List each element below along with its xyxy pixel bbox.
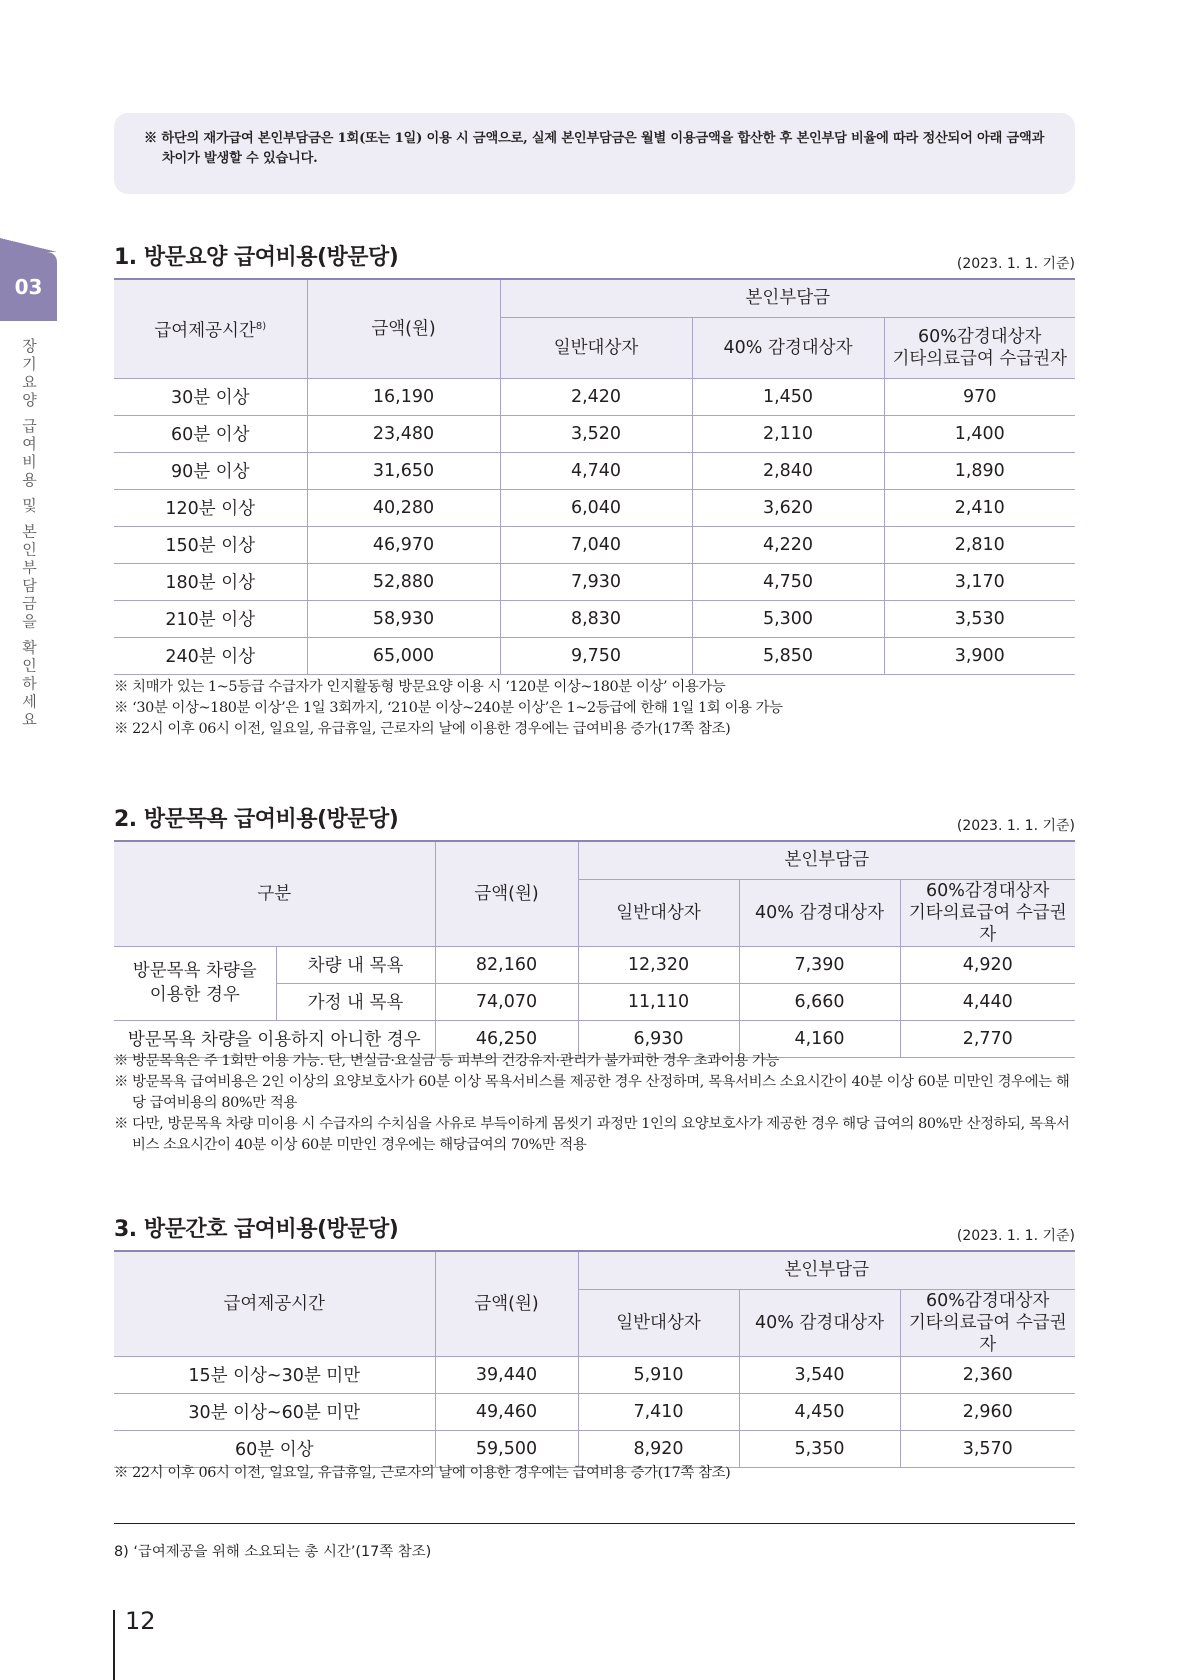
table-row [114,1356,1075,1393]
footnote-divider [114,1523,1075,1524]
table-cell: 90분 이상 [114,452,307,489]
table-cell: 1,890 [884,452,1075,489]
table-cell: 6,930 [578,1020,739,1057]
table-row [114,563,1075,600]
section1-basis: (2023. 1. 1. 기준) [956,256,1075,272]
table-cell: 3,620 [692,489,884,526]
table-cell: 4,740 [500,452,692,489]
table-cell: 11,110 [578,983,739,1020]
table-cell: 970 [884,378,1075,415]
table-cell: 40,280 [307,489,500,526]
page-number-bar [113,1610,115,1680]
table-cell: 4,220 [692,526,884,563]
header-reduced60: 60%감경대상자 기타의료급여 수급권자 [900,1289,1075,1356]
header-time: 급여제공시간 [114,1251,435,1356]
table-cell: 2,410 [884,489,1075,526]
table-cell: 7,040 [500,526,692,563]
table-cell: 52,880 [307,563,500,600]
header-time: 급여제공시간$^{8)}$ [114,279,307,378]
table-cell: 46,250 [435,1020,578,1057]
header-copay: 본인부담금 [500,279,1075,317]
table-cell: 3,520 [500,415,692,452]
section3-title: 3. 방문간호 급여비용(방문당) [114,1217,399,1242]
table-cell: 5,350 [739,1430,900,1467]
header-reduced40: 40% 감경대상자 [739,879,900,946]
table-cell: 30분 이상~60분 미만 [114,1393,435,1430]
table-cell: 2,420 [500,378,692,415]
table-cell: 46,970 [307,526,500,563]
header-general: 일반대상자 [500,317,692,378]
table-cell: 5,910 [578,1356,739,1393]
table-cell: 3,530 [884,600,1075,637]
table-cell: 180분 이상 [114,563,307,600]
table-row [114,1430,1075,1467]
table-cell: 2,360 [900,1356,1075,1393]
table-row [114,637,1075,674]
table-cell: 31,650 [307,452,500,489]
table-cell: 1,450 [692,378,884,415]
note: ※ 다만, 방문목욕 차량 미이용 시 수급자의 수치심을 사유로 부득이하게 몸씻기 과정만 1인의 요양보호사가 제공한 경우 해당 급여의 80%만 산정하되, 목욕서비스 소요시간이 40분 이상 60분 미만인 경우에는 해당급여의 70%만 적용 [114,1116,1070,1153]
table-cell: 82,160 [435,946,578,983]
table-cell: 3,540 [739,1356,900,1393]
section2-rows [114,946,1075,1057]
table-cell: 30분 이상 [114,378,307,415]
section3-notes [114,1463,1080,1484]
table-cell: 23,480 [307,415,500,452]
chapter-tab[interactable] [0,252,57,321]
section3-rows [114,1356,1075,1467]
table-cell: 4,920 [900,946,1075,983]
table-row [114,415,1075,452]
table-cell: 가정 내 목욕 [276,983,435,1020]
table-cell: 차량 내 목욕 [276,946,435,983]
table-cell: 5,300 [692,600,884,637]
note: ※ 치매가 있는 1~5등급 수급자가 인지활동형 방문요양 이용 시 ‘120분 이상~180분 이상’ 이용가능 [114,679,726,695]
section2-title: 2. 방문목욕 급여비용(방문당) [114,807,399,832]
table-cell: 240분 이상 [114,637,307,674]
chapter-number: 03 [14,274,43,299]
table-cell: 9,750 [500,637,692,674]
table-cell: 15분 이상~30분 미만 [114,1356,435,1393]
table-row [114,452,1075,489]
group-label: 방문목욕 차량을 이용한 경우 [114,946,276,1020]
table-cell: 65,000 [307,637,500,674]
header-general: 일반대상자 [578,879,739,946]
table-cell: 5,850 [692,637,884,674]
section2-table [114,840,1075,1058]
header-reduced60: 60%감경대상자 기타의료급여 수급권자 [900,879,1075,946]
table-cell: 2,770 [900,1020,1075,1057]
notice-text: ※ 하단의 재가급여 본인부담금은 1회(또는 1일) 이용 시 금액으로, 실제 본인부담금은 월별 이용금액을 합산한 후 본인부담 비율에 따라 정산되어 아래 금액과 차이가 발생할 수 있습니다. [144,131,1045,166]
table-cell: 8,920 [578,1430,739,1467]
section3-basis: (2023. 1. 1. 기준) [956,1228,1075,1244]
table-cell: 3,900 [884,637,1075,674]
table-cell: 4,440 [900,983,1075,1020]
section3-table [114,1250,1075,1468]
header-copay: 본인부담금 [578,841,1075,879]
table-cell: 150분 이상 [114,526,307,563]
section1-rows [114,378,1075,674]
table-cell: 210분 이상 [114,600,307,637]
table-cell: 58,930 [307,600,500,637]
table-cell: 8,830 [500,600,692,637]
note: ※ 22시 이후 06시 이전, 일요일, 유급휴일, 근로자의 날에 이용한 경우에는 급여비용 증가(17쪽 참조) [114,721,731,737]
table-cell: 6,040 [500,489,692,526]
section2-notes [114,1051,1080,1156]
table-cell: 4,160 [739,1020,900,1057]
table-row [114,489,1075,526]
table-cell: 2,840 [692,452,884,489]
table-cell: 60분 이상 [114,1430,435,1467]
header-reduced40: 40% 감경대상자 [739,1289,900,1356]
table-row [114,378,1075,415]
header-general: 일반대상자 [578,1289,739,1356]
note: ※ ‘30분 이상~180분 이상’은 1일 3회까지, ‘210분 이상~240분 이상’은 1~2등급에 한해 1일 1회 이용 가능 [114,700,783,716]
table-cell: 4,750 [692,563,884,600]
table-cell: 6,660 [739,983,900,1020]
table-cell: 49,460 [435,1393,578,1430]
header-amount: 금액(원) [435,1251,578,1356]
notice-box [114,113,1075,194]
table-cell: 1,400 [884,415,1075,452]
footnote: 8) ‘급여제공을 위해 소요되는 총 시간’(17쪽 참조) [114,1544,432,1560]
note: ※ 방문목욕은 주 1회만 이용 가능. 단, 변실금·요실금 등 피부의 건강유지·관리가 불가피한 경우 초과이용 가능 [114,1053,779,1069]
table-cell: 16,190 [307,378,500,415]
table-cell: 12,320 [578,946,739,983]
header-reduced40: 40% 감경대상자 [692,317,884,378]
table-cell: 60분 이상 [114,415,307,452]
table-cell: 2,960 [900,1393,1075,1430]
table-cell: 7,930 [500,563,692,600]
section1-notes [114,677,1080,740]
section1-table [114,278,1075,675]
table-cell: 7,410 [578,1393,739,1430]
table-row [114,1393,1075,1430]
section2-basis: (2023. 1. 1. 기준) [956,818,1075,834]
table-cell: 74,070 [435,983,578,1020]
page-number: 12 [125,1607,156,1635]
header-amount: 금액(원) [435,841,578,946]
chapter-title: 장기요양 급여비용 및 본인부담금을 확인하세요 [20,338,38,730]
table-cell: 2,810 [884,526,1075,563]
table-row [114,526,1075,563]
table-cell: 39,440 [435,1356,578,1393]
header-reduced60: 60%감경대상자 기타의료급여 수급권자 [884,317,1075,378]
header-copay: 본인부담금 [578,1251,1075,1289]
header-category: 구분 [114,841,435,946]
note: ※ 22시 이후 06시 이전, 일요일, 유급휴일, 근로자의 날에 이용한 경우에는 급여비용 증가(17쪽 참조) [114,1465,731,1481]
table-cell: 3,570 [900,1430,1075,1467]
header-amount: 금액(원) [307,279,500,378]
footnote-ref: 8) [255,320,267,332]
table-row [114,600,1075,637]
table-cell: 120분 이상 [114,489,307,526]
table-cell: 3,170 [884,563,1075,600]
note: ※ 방문목욕 급여비용은 2인 이상의 요양보호사가 60분 이상 목욕서비스를 제공한 경우 산정하며, 목욕서비스 소요시간이 40분 이상 60분 미만인 경우에는 해당 급여비용의 80%만 적용 [114,1074,1070,1111]
section1-title: 1. 방문요양 급여비용(방문당) [114,245,399,270]
table-cell: 2,110 [692,415,884,452]
table-cell: 방문목욕 차량을 이용하지 아니한 경우 [114,1020,435,1057]
table-cell: 4,450 [739,1393,900,1430]
table-cell: 7,390 [739,946,900,983]
table-cell: 59,500 [435,1430,578,1467]
table-row [114,946,1075,983]
